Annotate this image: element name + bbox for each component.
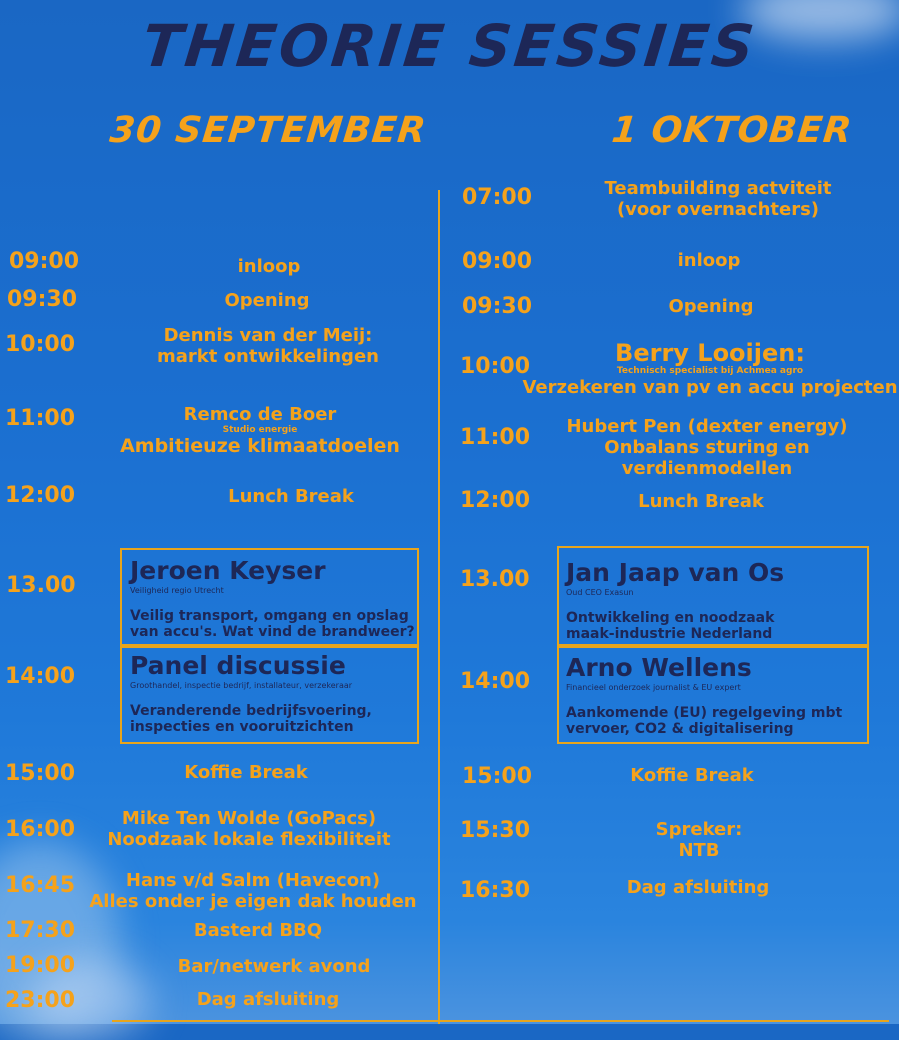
event-bbq: Basterd BBQ [193, 920, 323, 941]
session-arno: Arno Wellens Financieel onderzoek journalist & EU expert Aankomende (EU) regelgeving mbt vervoer, CO2 & digitalisering [566, 653, 843, 737]
event-teambuilding: Teambuilding actviteit (voor overnachters) [604, 178, 832, 220]
session-panel: Panel discussie Groothandel, inspectie bedrijf, installateur, verzekeraar Veranderende bedrijfsvoering, inspecties en vooruitzichten [130, 651, 372, 735]
event-remco: Remco de Boer Studio energie Ambitieuze klimaatdoelen [120, 404, 400, 457]
time-label: 19:00 [5, 953, 76, 978]
event-opening: Opening [224, 290, 310, 311]
time-label: 13.00 [6, 573, 76, 598]
event-lunch: Lunch Break [228, 486, 354, 507]
day2-heading: 1 OKTOBER [609, 110, 855, 151]
time-label: 15:30 [460, 818, 531, 843]
bottom-rule [112, 1020, 889, 1022]
event-afsluiting: Dag afsluiting [196, 989, 340, 1010]
time-label: 12:00 [5, 483, 76, 508]
event-inloop: inloop [237, 256, 301, 277]
event-afsluiting: Dag afsluiting [626, 877, 770, 898]
time-label: 14:00 [5, 664, 76, 689]
event-hans: Hans v/d Salm (Havecon) Alles onder je eigen dak houden [89, 870, 417, 912]
time-label: 11:00 [5, 406, 76, 431]
time-label: 09:30 [462, 294, 533, 319]
day1-heading: 30 SEPTEMBER [107, 110, 429, 151]
time-label: 11:00 [460, 425, 531, 450]
event-bar: Bar/netwerk avond [177, 956, 371, 977]
event-koffie: Koffie Break [184, 762, 308, 783]
event-opening: Opening [668, 296, 754, 317]
event-spreker: Spreker: NTB [655, 819, 743, 861]
time-label: 15:00 [462, 764, 533, 789]
time-label: 13.00 [460, 567, 530, 592]
event-berry: Berry Looijen: Technisch specialist bij Achmea agro Verzekeren van pv en accu projecten [522, 339, 898, 398]
time-label: 10:00 [5, 332, 76, 357]
event-mike: Mike Ten Wolde (GoPacs) Noodzaak lokale flexibiliteit [107, 808, 391, 850]
time-label: 15:00 [5, 761, 76, 786]
time-label: 23:00 [5, 988, 76, 1013]
session-jeroen: Jeroen Keyser Veiligheid regio Utrecht Veilig transport, omgang en opslag van accu's. Wat vind de brandweer? [130, 556, 415, 640]
time-label: 09:00 [9, 249, 80, 274]
event-inloop: inloop [677, 250, 741, 271]
page-title: THEORIE SESSIES [138, 12, 761, 80]
time-label: 16:30 [460, 878, 531, 903]
event-lunch: Lunch Break [638, 491, 764, 512]
time-label: 14:00 [460, 669, 531, 694]
time-label: 16:45 [5, 873, 76, 898]
time-label: 09:00 [462, 249, 533, 274]
column-divider [438, 190, 440, 1024]
time-label: 07:00 [462, 185, 533, 210]
session-janjaap: Jan Jaap van Os Oud CEO Exasun Ontwikkeling en noodzaak maak-industrie Nederland [566, 558, 785, 642]
event-dennis: Dennis van der Meij: markt ontwikkelingen [157, 325, 379, 367]
event-hubert: Hubert Pen (dexter energy) Onbalans sturing en verdienmodellen [566, 416, 848, 479]
time-label: 17:30 [5, 918, 76, 943]
time-label: 12:00 [460, 488, 531, 513]
time-label: 16:00 [5, 817, 76, 842]
time-label: 09:30 [7, 287, 78, 312]
event-koffie: Koffie Break [630, 765, 754, 786]
time-label: 10:00 [460, 354, 531, 379]
